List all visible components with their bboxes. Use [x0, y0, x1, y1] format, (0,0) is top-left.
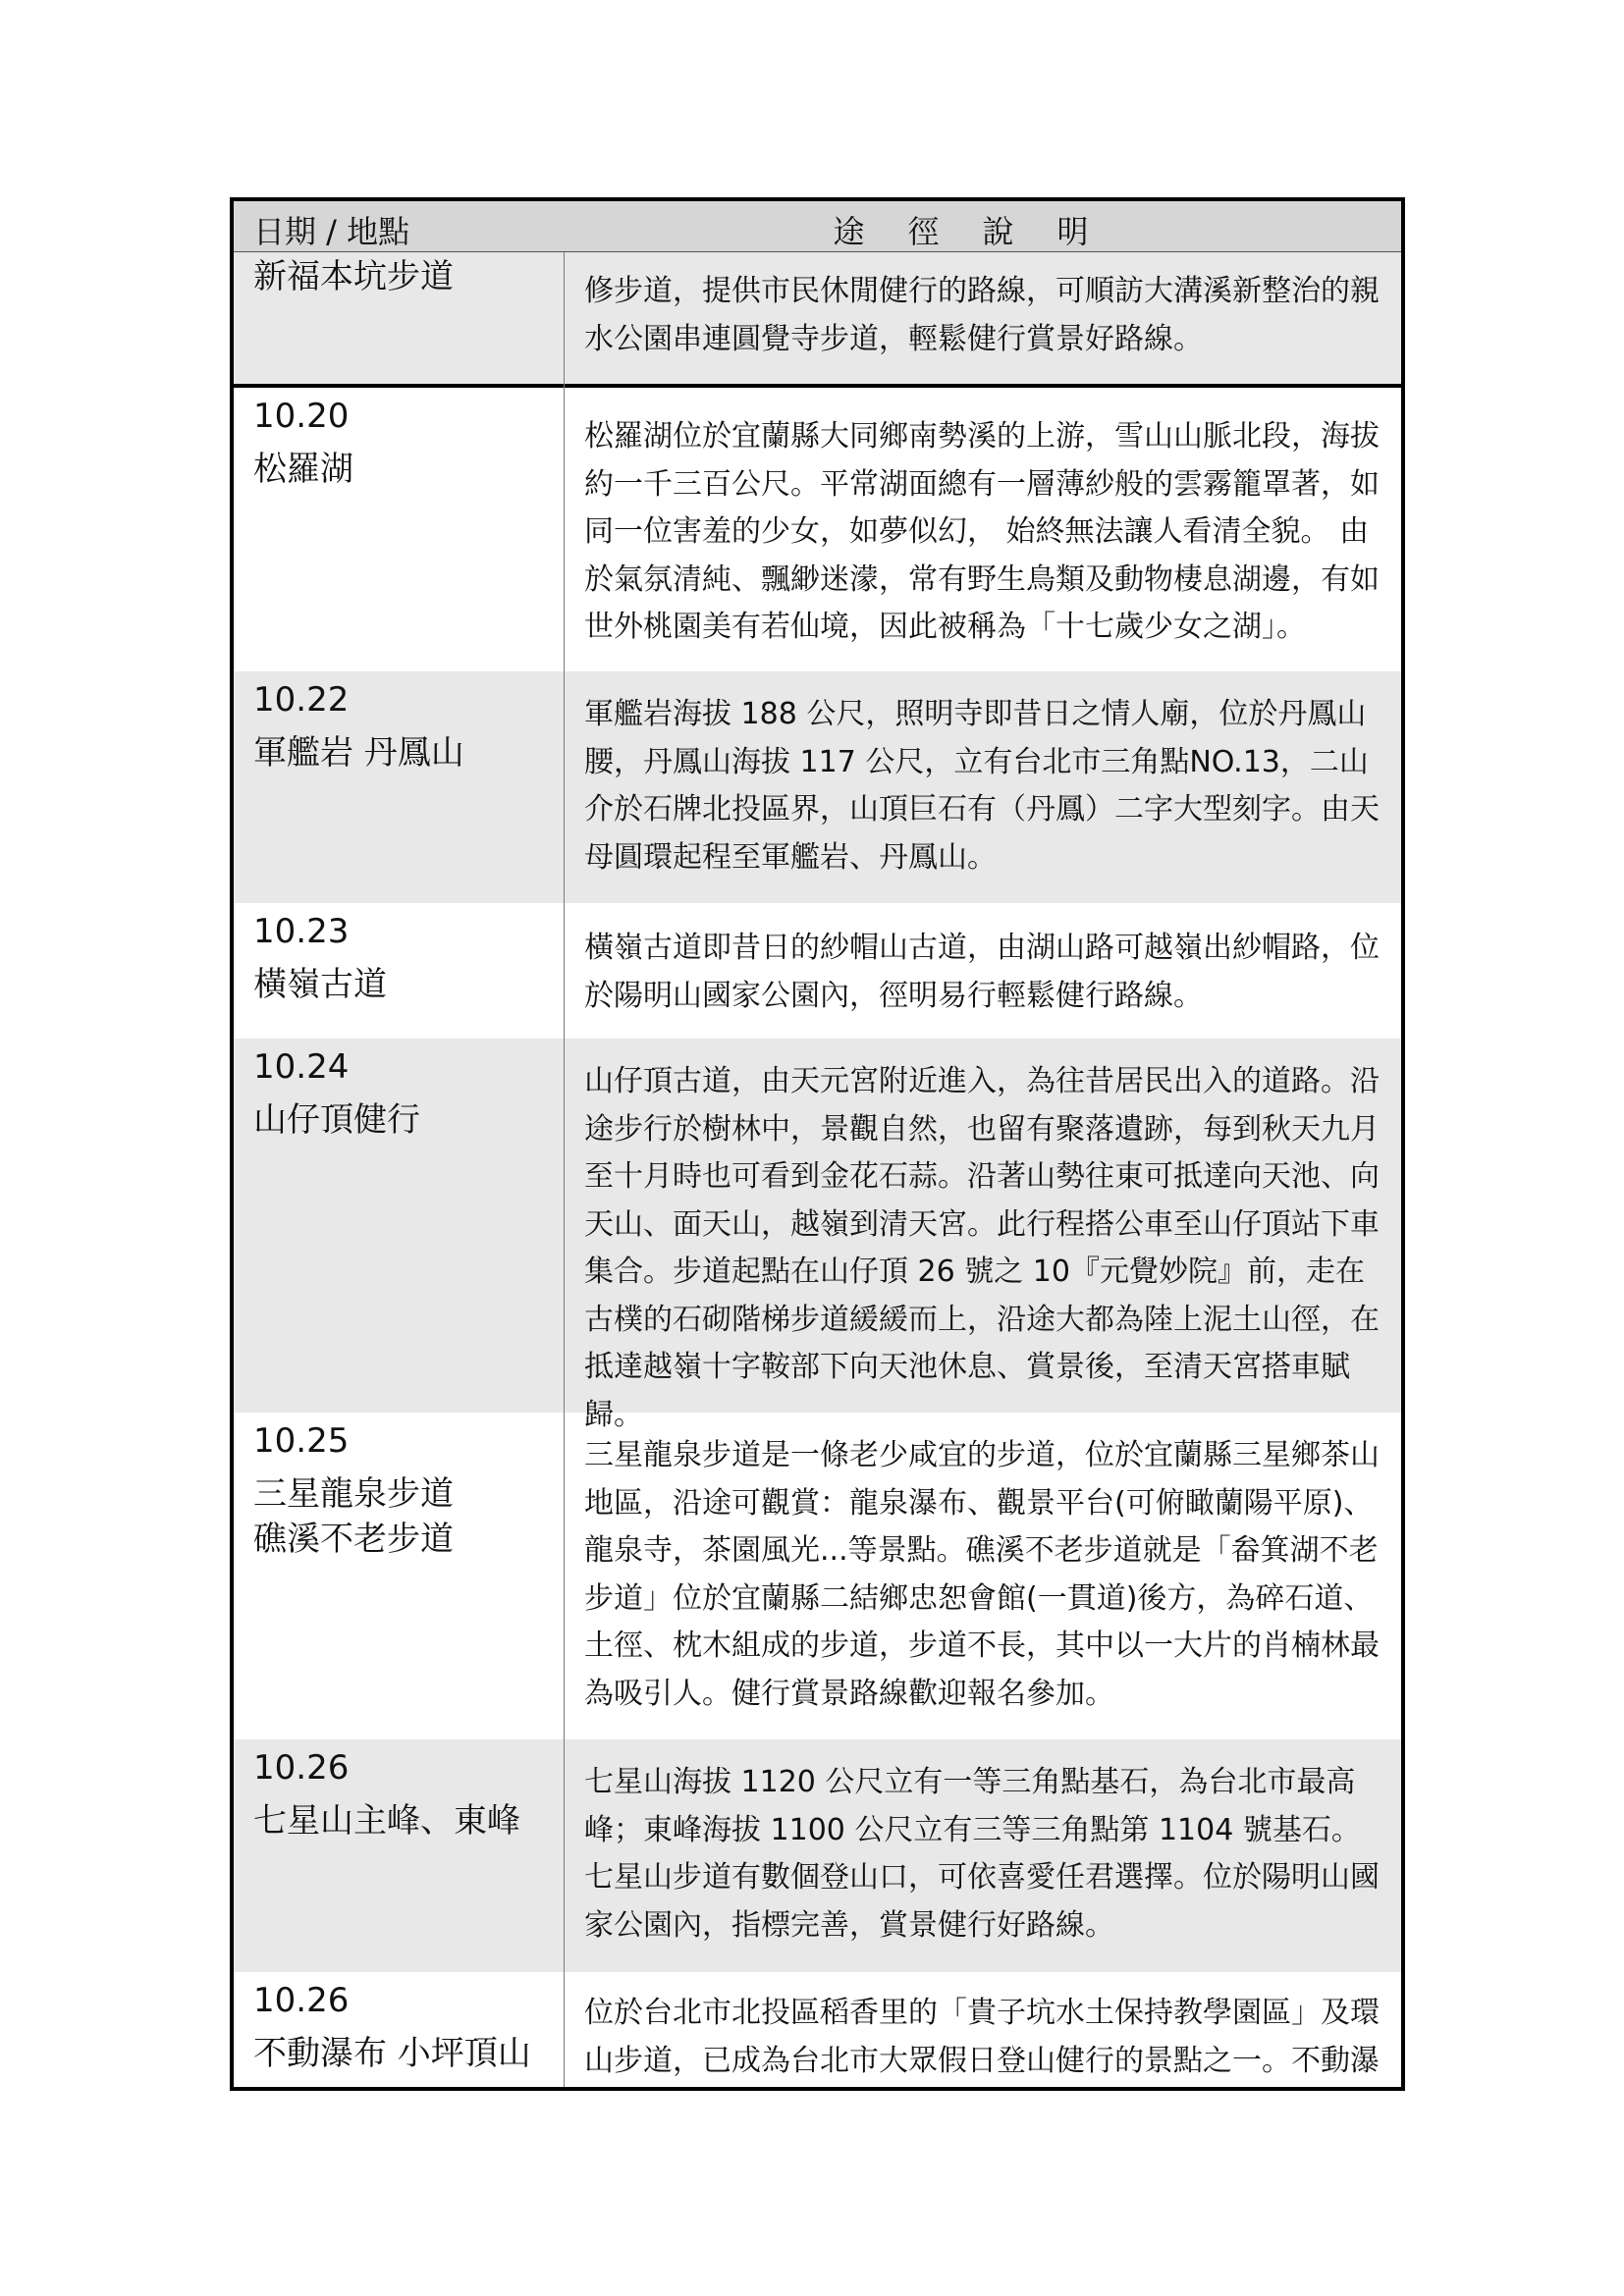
- header-date-place: 日期 / 地點: [253, 213, 410, 250]
- row-date: 10.25: [253, 1421, 350, 1461]
- table-row: [234, 671, 1401, 903]
- table-header: [234, 201, 1401, 252]
- itinerary-table: [230, 197, 1405, 2091]
- row-date: 10.20: [253, 397, 350, 436]
- row-place: 松羅湖: [253, 450, 353, 489]
- row-description: 七星山海拔 1120 公尺立有一等三角點基石，為台北市最高峰；東峰海拔 1100 公尺立有三等三角點第 1104 號基石。七星山步道有數個登山口，可依喜愛任君選擇。位於陽明山國家公園內，指標完善，賞景健行好路線。: [584, 1765, 1380, 1943]
- row-place: 新福本坑步道: [253, 257, 454, 296]
- row-description: 橫嶺古道即昔日的紗帽山古道，由湖山路可越嶺出紗帽路，位於陽明山國家公園內，徑明易行輕鬆健行路線。: [584, 931, 1380, 1013]
- table-row: [234, 252, 1401, 384]
- row-place: 三星龍泉步道 礁溪不老步道: [253, 1474, 454, 1559]
- row-description: 軍艦岩海拔 188 公尺，照明寺即昔日之情人廟，位於丹鳳山腰，丹鳳山海拔 117 公尺，立有台北市三角點NO.13，二山介於石牌北投區界，山頂巨石有（丹鳳）二字大型刻字。由天母圓環起程至軍艦岩、丹鳳山。: [584, 697, 1380, 875]
- table-row: [234, 388, 1401, 671]
- row-description: 松羅湖位於宜蘭縣大同鄉南勢溪的上游，雪山山脈北段，海拔約一千三百公尺。平常湖面總有一層薄紗般的雲霧籠罩著，如同一位害羞的少女，如夢似幻， 始終無法讓人看清全貌。 由於氣氛清純、飄緲迷濛，常有野生鳥類及動物棲息湖邊，有如世外桃園美有若仙境，因此被稱為「十七歲少女之湖」。: [584, 419, 1380, 644]
- row-place: 七星山主峰、東峰: [253, 1801, 520, 1841]
- row-description: 修步道，提供市民休閒健行的路線，可順訪大溝溪新整治的親水公園串連圓覺寺步道，輕鬆健行賞景好路線。: [584, 274, 1380, 356]
- column-divider: [564, 252, 565, 2087]
- row-date: 10.24: [253, 1047, 350, 1087]
- row-date: 10.26: [253, 1748, 350, 1788]
- table-row: [234, 1413, 1401, 1739]
- row-description: 山仔頂古道，由天元宮附近進入，為往昔居民出入的道路。沿途步行於樹林中，景觀自然，也留有聚落遺跡，每到秋天九月至十月時也可看到金花石蒜。沿著山勢往東可抵達向天池、向天山、面天山，越嶺到清天宮。此行程搭公車至山仔頂站下車集合。步道起點在山仔頂 26 號之 10『元覺妙院』前，走在古樸的石砌階梯步道緩緩而上，沿途大都為陸上泥土山徑，在抵達越嶺十字鞍部下向天池休息、賞景後，至清天宮搭車賦歸。: [584, 1064, 1380, 1432]
- row-date: 10.26: [253, 1981, 350, 2020]
- table-row: [234, 1039, 1401, 1432]
- row-date: 10.22: [253, 680, 350, 720]
- table-row: [234, 1972, 1401, 2087]
- row-description: 三星龍泉步道是一條老少咸宜的步道，位於宜蘭縣三星鄉茶山地區，沿途可觀賞：龍泉瀑布、觀景平台(可俯瞰蘭陽平原)、龍泉寺，茶園風光...等景點。礁溪不老步道就是「畚箕湖不老步道」位於宜蘭縣二結鄉忠恕會館(一貫道)後方，為碎石道、土徑、枕木組成的步道，步道不長，其中以一大片的肖楠林最為吸引人。健行賞景路線歡迎報名參加。: [584, 1438, 1380, 1711]
- table-row: [234, 1739, 1401, 1972]
- row-description: 位於台北市北投區稻香里的「貴子坑水土保持教學園區」及環山步道，已成為台北市大眾假日登山健行的景點之一。不動瀑: [584, 1996, 1380, 2078]
- row-place: 軍艦岩 丹鳳山: [253, 733, 464, 773]
- row-date: 10.23: [253, 912, 350, 951]
- row-place: 山仔頂健行: [253, 1100, 420, 1140]
- header-description: 途徑說明: [833, 213, 1132, 250]
- table-row: [234, 903, 1401, 1039]
- row-place: 不動瀑布 小坪頂山: [253, 2034, 531, 2073]
- row-place: 橫嶺古道: [253, 965, 387, 1004]
